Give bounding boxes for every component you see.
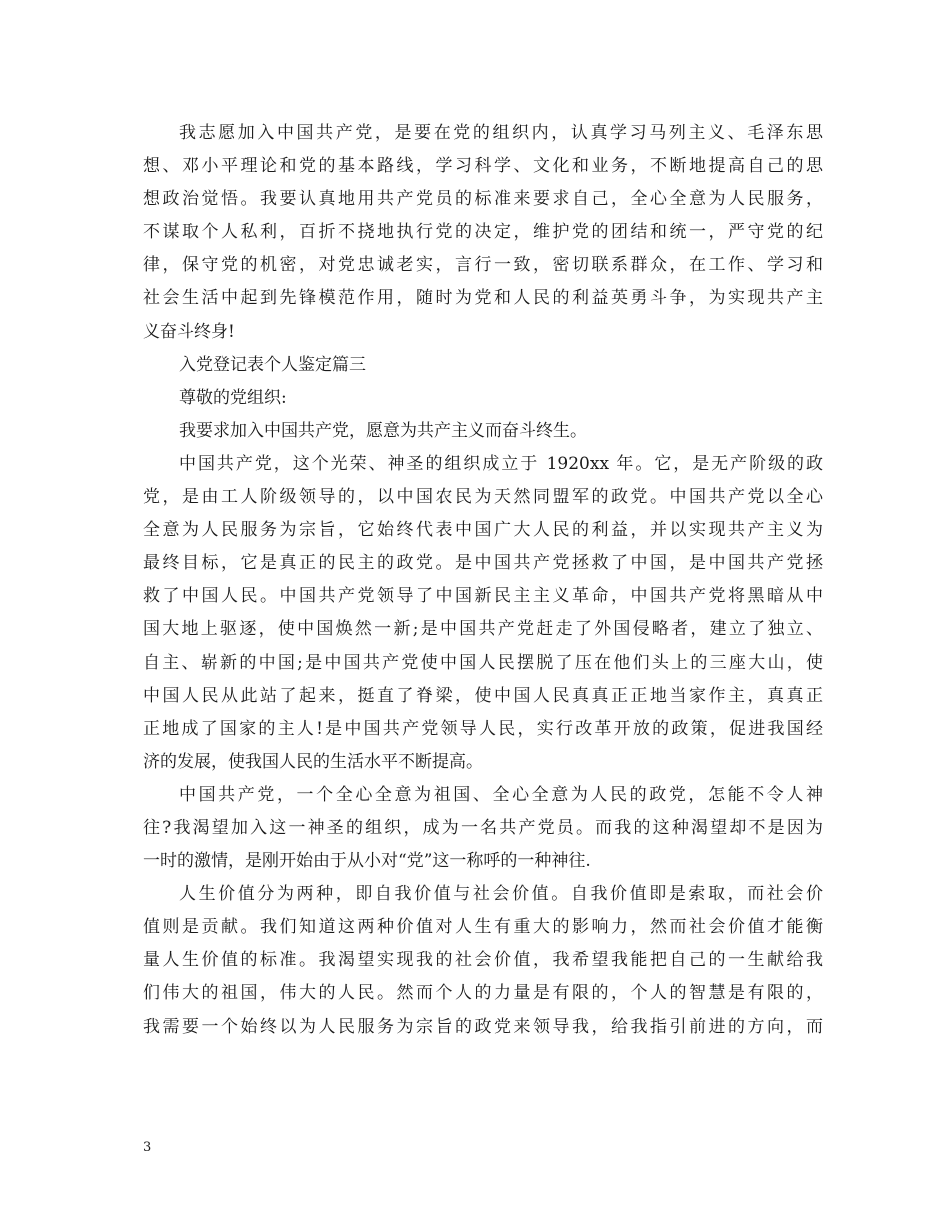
text-line: 党，是由工人阶级领导的，以中国农民为天然同盟军的政党。中国共产党以全心	[143, 487, 823, 508]
text-line: 们伟大的祖国，伟大的人民。然而个人的力量是有限的，个人的智慧是有限的，	[143, 983, 823, 1004]
text-line: 值则是贡献。我们知道这两种价值对人生有重大的影响力，然而社会价值才能衡	[143, 917, 823, 938]
text-line: 人生价值分为两种，即自我价值与社会价值。自我价值即是索取，而社会价	[179, 884, 823, 905]
text-line: 正地成了国家的主人!是中国共产党领导人民，实行改革开放的政策，促进我国经	[143, 718, 823, 739]
text-line: 往?我渴望加入这一神圣的组织，成为一名共产党员。而我的这种渴望却不是因为	[143, 817, 823, 838]
text-line: 中国共产党，一个全心全意为祖国、全心全意为人民的政党，怎能不令人神	[179, 784, 823, 805]
text-line: 中国共产党，这个光荣、神圣的组织成立于 1920xx 年。它，是无产阶级的政	[179, 453, 823, 474]
text-line: 最终目标，它是真正的民主的政党。是中国共产党拯救了中国，是中国共产党拯	[143, 553, 823, 574]
text-line: 我需要一个始终以为人民服务为宗旨的政党来领导我，给我指引前进的方向，而	[143, 1016, 823, 1037]
text-line: 我志愿加入中国共产党，是要在党的组织内，认真学习马列主义、毛泽东思	[179, 123, 823, 143]
text-line: 国大地上驱逐，使中国焕然一新;是中国共产党赶走了外国侵略者，建立了独立、	[143, 619, 823, 640]
text-line: 想政治觉悟。我要认真地用共产党员的标准来要求自己，全心全意为人民服务，	[143, 189, 823, 210]
document-body	[143, 117, 823, 1044]
text-line: 一时的激情，是刚开始由于从小对“党”这一称呼的一种神往.	[143, 851, 591, 872]
text-line: 我要求加入中国共产党，愿意为共产主义而奋斗终生。	[179, 420, 587, 441]
text-line: 中国人民从此站了起来，挺直了脊梁，使中国人民真真正正地当家作主，真真正	[143, 685, 823, 706]
text-line: 义奋斗终身!	[143, 321, 235, 342]
page-number: 3	[143, 1140, 152, 1155]
text-line: 想、邓小平理论和党的基本路线，学习科学、文化和业务，不断地提高自己的思	[143, 156, 823, 177]
text-line: 自主、崭新的中国;是中国共产党使中国人民摆脱了压在他们头上的三座大山，使	[143, 652, 823, 673]
text-line: 律，保守党的机密，对党忠诚老实，言行一致，密切联系群众，在工作、学习和	[143, 255, 823, 276]
text-line: 不谋取个人私利，百折不挠地执行党的决定，维护党的团结和统一，严守党的纪	[143, 222, 823, 243]
text-line: 社会生活中起到先锋模范作用，随时为党和人民的利益英勇斗争，为实现共产主	[143, 288, 823, 309]
text-line: 入党登记表个人鉴定篇三	[179, 354, 366, 375]
text-line: 量人生价值的标准。我渴望实现我的社会价值，我希望我能把自己的一生献给我	[143, 950, 823, 971]
text-line: 救了中国人民。中国共产党领导了中国新民主主义革命，中国共产党将黑暗从中	[143, 586, 823, 607]
text-line: 济的发展，使我国人民的生活水平不断提高。	[143, 751, 483, 772]
text-line: 尊敬的党组织:	[179, 387, 287, 408]
text-line: 全意为人民服务为宗旨，它始终代表中国广大人民的利益，并以实现共产主义为	[143, 520, 823, 541]
